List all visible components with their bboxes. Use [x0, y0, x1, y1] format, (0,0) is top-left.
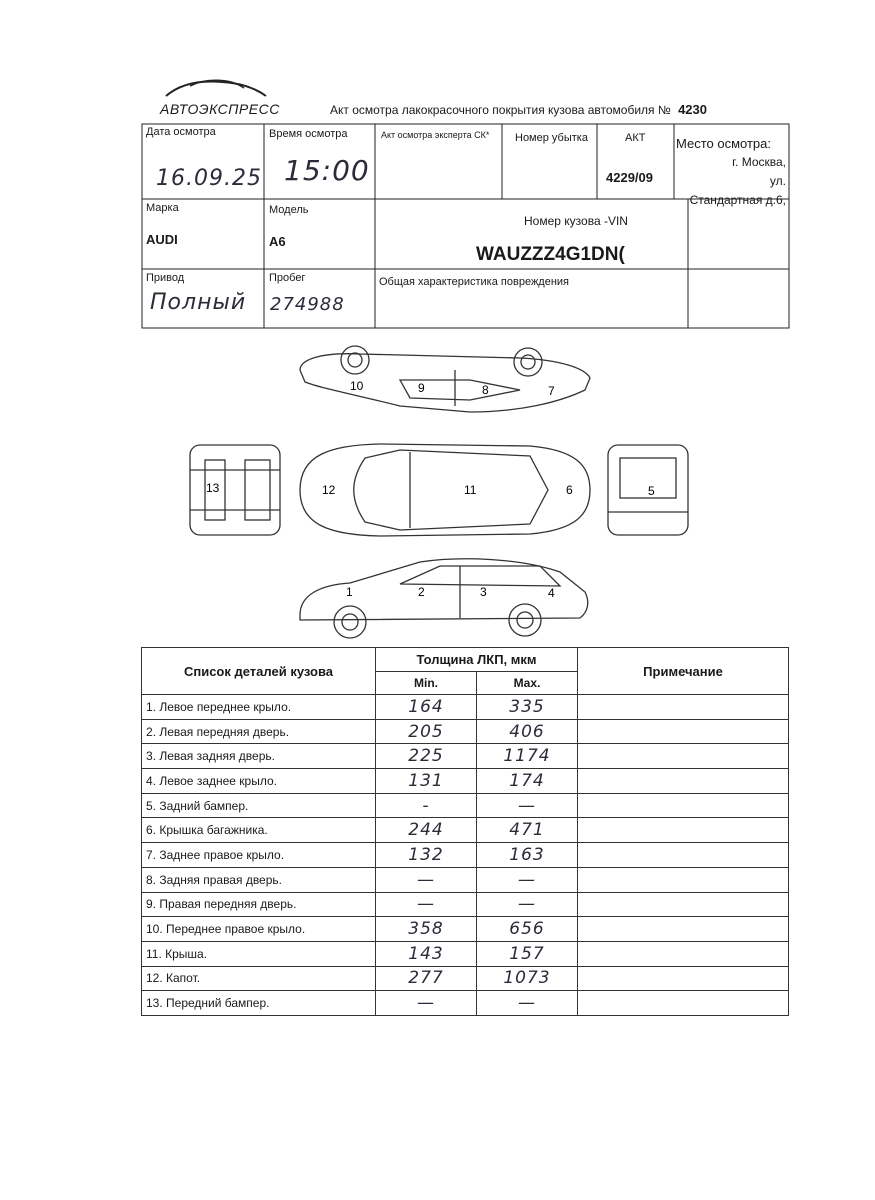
table-row	[142, 867, 789, 892]
time-value: 15:00	[284, 154, 370, 187]
max-thickness-cell: —	[477, 867, 578, 892]
min-thickness-cell: 205	[376, 719, 477, 744]
inspection-place	[676, 134, 786, 210]
min-thickness-cell: —	[376, 991, 477, 1016]
body-parts-table	[141, 647, 789, 1016]
act-value: 4229/09	[606, 170, 653, 185]
max-thickness-cell: 1073	[477, 966, 578, 991]
table-row	[142, 793, 789, 818]
table-row	[142, 843, 789, 868]
part-name-cell: 7. Заднее правое крыло.	[142, 843, 376, 868]
table-header-row	[142, 648, 789, 672]
part-name-cell: 4. Левое заднее крыло.	[142, 769, 376, 794]
min-column-header: Min.	[376, 671, 477, 695]
diagram-number-5: 5	[648, 484, 655, 498]
note-cell	[578, 941, 789, 966]
vin-value: WAUZZZ4G1DN(	[476, 244, 625, 265]
diagram-number-3: 3	[480, 585, 487, 599]
diagram-number-1: 1	[346, 585, 353, 599]
min-thickness-cell: 143	[376, 941, 477, 966]
note-column-header: Примечание	[578, 648, 789, 695]
note-cell	[578, 818, 789, 843]
logo-text: АВТОЭКСПРЕСС	[160, 101, 280, 117]
date-value: 16.09.25	[156, 166, 262, 191]
max-thickness-cell: 406	[477, 719, 578, 744]
min-thickness-cell: 131	[376, 769, 477, 794]
max-thickness-cell: 471	[477, 818, 578, 843]
table-row	[142, 719, 789, 744]
max-thickness-cell: —	[477, 991, 578, 1016]
note-cell	[578, 991, 789, 1016]
part-name-cell: 3. Левая задняя дверь.	[142, 744, 376, 769]
max-thickness-cell: 1174	[477, 744, 578, 769]
min-thickness-cell: 225	[376, 744, 477, 769]
part-name-cell: 2. Левая передняя дверь.	[142, 719, 376, 744]
place-city: г. Москва,	[732, 155, 786, 169]
part-name-cell: 13. Передний бампер.	[142, 991, 376, 1016]
time-label: Время осмотра	[269, 128, 348, 140]
min-thickness-cell: 277	[376, 966, 477, 991]
table-row	[142, 917, 789, 942]
damage-label: Общая характеристика повреждения	[379, 276, 570, 288]
table-row	[142, 991, 789, 1016]
right-side-view-icon	[300, 346, 590, 412]
part-name-cell: 5. Задний бампер.	[142, 793, 376, 818]
left-side-view-icon	[300, 559, 588, 638]
diagram-number-12: 12	[322, 483, 336, 497]
document-title: Акт осмотра лакокрасочного покрытия кузова автомобиля № 4230	[330, 102, 707, 117]
note-cell	[578, 843, 789, 868]
note-cell	[578, 966, 789, 991]
diagram-number-11: 11	[464, 483, 477, 497]
parts-column-header: Список деталей кузова	[142, 648, 376, 695]
note-cell	[578, 719, 789, 744]
diagram-number-8: 8	[482, 383, 489, 397]
max-thickness-cell: —	[477, 892, 578, 917]
table-row	[142, 818, 789, 843]
part-name-cell: 8. Задняя правая дверь.	[142, 867, 376, 892]
mileage-value: 274988	[270, 294, 345, 315]
note-cell	[578, 769, 789, 794]
note-cell	[578, 892, 789, 917]
vin-label: Номер кузова -VIN	[524, 214, 628, 228]
max-column-header: Max.	[477, 671, 578, 695]
place-label: Место осмотра:	[676, 136, 771, 151]
max-thickness-cell: 656	[477, 917, 578, 942]
table-row	[142, 892, 789, 917]
top-view-icon	[300, 444, 590, 536]
drive-value: Полный	[150, 290, 247, 315]
part-name-cell: 10. Переднее правое крыло.	[142, 917, 376, 942]
make-label: Марка	[146, 202, 179, 214]
make-value: AUDI	[146, 232, 178, 247]
part-name-cell: 11. Крыша.	[142, 941, 376, 966]
min-thickness-cell: 358	[376, 917, 477, 942]
diagram-number-2: 2	[418, 585, 425, 599]
act-label: АКТ	[625, 132, 646, 144]
table-row	[142, 695, 789, 720]
drive-label: Привод	[146, 272, 185, 284]
table-row	[142, 941, 789, 966]
diagram-number-6: 6	[566, 483, 573, 497]
part-name-cell: 1. Левое переднее крыло.	[142, 695, 376, 720]
front-view-icon	[190, 445, 280, 535]
diagram-number-13: 13	[206, 481, 220, 495]
diagram-number-10: 10	[350, 379, 364, 393]
note-cell	[578, 793, 789, 818]
min-thickness-cell: 244	[376, 818, 477, 843]
place-street: ул.	[769, 174, 786, 188]
min-thickness-cell: 164	[376, 695, 477, 720]
place-address: Стандартная д.6,	[689, 193, 786, 207]
min-thickness-cell: —	[376, 867, 477, 892]
note-cell	[578, 917, 789, 942]
diagram-number-4: 4	[548, 586, 555, 600]
table-row	[142, 966, 789, 991]
note-cell	[578, 867, 789, 892]
min-thickness-cell: —	[376, 892, 477, 917]
diagram-number-9: 9	[418, 381, 425, 395]
note-cell	[578, 695, 789, 720]
model-value: A6	[269, 234, 286, 249]
loss-number-label: Номер убытка	[515, 132, 588, 144]
diagram-number-7: 7	[548, 384, 555, 398]
note-cell	[578, 744, 789, 769]
max-thickness-cell: —	[477, 793, 578, 818]
document-number: 4230	[678, 102, 707, 117]
thickness-column-header: Толщина ЛКП, мкм	[376, 648, 578, 672]
table-row	[142, 769, 789, 794]
max-thickness-cell: 174	[477, 769, 578, 794]
car-body-diagram	[0, 340, 875, 640]
max-thickness-cell: 163	[477, 843, 578, 868]
expert-act-label: Акт осмотра эксперта СК*	[381, 130, 490, 140]
mileage-label: Пробег	[269, 272, 306, 284]
min-thickness-cell: 132	[376, 843, 477, 868]
model-label: Модель	[269, 204, 309, 216]
date-label: Дата осмотра	[146, 126, 216, 138]
part-name-cell: 6. Крышка багажника.	[142, 818, 376, 843]
table-row	[142, 744, 789, 769]
part-name-cell: 12. Капот.	[142, 966, 376, 991]
max-thickness-cell: 157	[477, 941, 578, 966]
min-thickness-cell: -	[376, 793, 477, 818]
max-thickness-cell: 335	[477, 695, 578, 720]
part-name-cell: 9. Правая передняя дверь.	[142, 892, 376, 917]
